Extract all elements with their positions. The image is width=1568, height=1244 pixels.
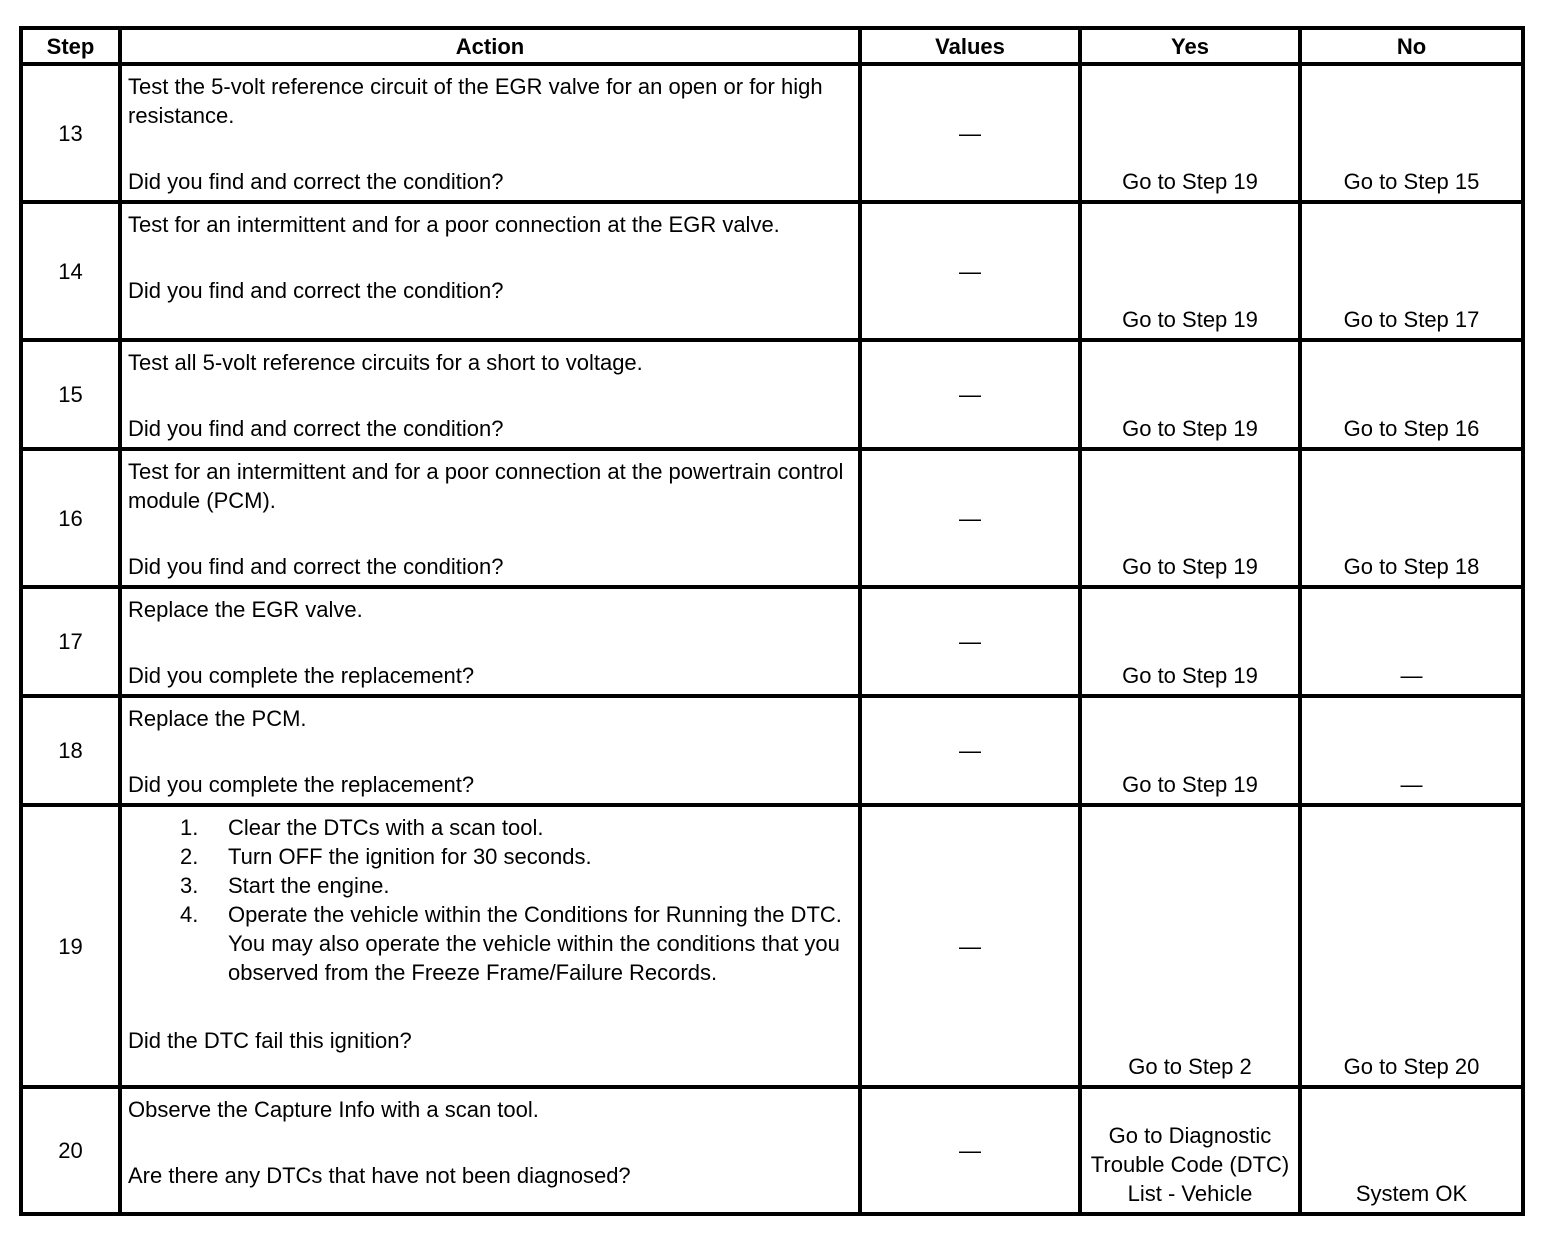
- list-item: [128, 842, 852, 871]
- yes-cell: Go to Step 19: [1080, 449, 1300, 587]
- action-cell: [120, 449, 860, 587]
- action-cell: [120, 696, 860, 805]
- yes-cell: Go to Step 19: [1080, 696, 1300, 805]
- list-item: [128, 871, 852, 900]
- yes-cell: Go to Step 19: [1080, 587, 1300, 696]
- list-number: 4.: [180, 902, 199, 927]
- table-row: [21, 64, 1523, 202]
- yes-cell: Go to Step 2: [1080, 805, 1300, 1087]
- action-text: Test for an intermittent and for a poor connection at the powertrain control module (PCM).: [128, 459, 844, 513]
- yes-cell: Go to Step 19: [1080, 340, 1300, 449]
- values-cell: —: [860, 587, 1080, 696]
- table-row: [21, 202, 1523, 340]
- list-text: Start the engine.: [228, 873, 390, 898]
- step-number: 18: [21, 696, 120, 805]
- action-cell: [120, 1087, 860, 1214]
- values-cell: —: [860, 64, 1080, 202]
- header-values: Values: [860, 28, 1080, 64]
- values-cell: —: [860, 696, 1080, 805]
- action-cell: [120, 340, 860, 449]
- step-number: 14: [21, 202, 120, 340]
- action-cell: [120, 805, 860, 1087]
- header-no: No: [1300, 28, 1523, 64]
- values-cell: —: [860, 449, 1080, 587]
- no-cell: Go to Step 20: [1300, 805, 1523, 1087]
- action-question: Did you complete the replacement?: [128, 772, 475, 797]
- list-number: 1.: [180, 815, 199, 840]
- action-cell: [120, 587, 860, 696]
- header-step: Step: [21, 28, 120, 64]
- step-number: 20: [21, 1087, 120, 1214]
- action-cell: [120, 202, 860, 340]
- action-text: Test all 5-volt reference circuits for a short to voltage.: [128, 350, 643, 375]
- action-question: Are there any DTCs that have not been diagnosed?: [128, 1163, 631, 1188]
- list-item: [128, 813, 852, 842]
- no-cell: Go to Step 17: [1300, 202, 1523, 340]
- numbered-list: [128, 813, 852, 987]
- header-row: [21, 28, 1523, 64]
- list-text: Operate the vehicle within the Conditions for Running the DTC. You may also operate the vehicle within the conditions that you observed from the Freeze Frame/Failure Records.: [228, 902, 842, 985]
- header-yes: Yes: [1080, 28, 1300, 64]
- step-number: 19: [21, 805, 120, 1087]
- action-question: Did you find and correct the condition?: [128, 169, 504, 194]
- list-item: [128, 900, 852, 987]
- values-cell: —: [860, 340, 1080, 449]
- table-row: [21, 340, 1523, 449]
- action-text: Replace the PCM.: [128, 706, 307, 731]
- list-number: 2.: [180, 844, 199, 869]
- action-cell: [120, 64, 860, 202]
- step-number: 17: [21, 587, 120, 696]
- table-row: [21, 696, 1523, 805]
- action-question: Did you find and correct the condition?: [128, 416, 504, 441]
- values-cell: —: [860, 1087, 1080, 1214]
- values-cell: —: [860, 805, 1080, 1087]
- table-row: [21, 1087, 1523, 1214]
- action-question: Did the DTC fail this ignition?: [128, 1028, 412, 1053]
- action-text: Observe the Capture Info with a scan tool.: [128, 1097, 539, 1122]
- table-row: [21, 587, 1523, 696]
- table-row: [21, 805, 1523, 1087]
- table-row: [21, 449, 1523, 587]
- no-cell: Go to Step 16: [1300, 340, 1523, 449]
- action-question: Did you complete the replacement?: [128, 663, 475, 688]
- yes-cell: Go to Step 19: [1080, 202, 1300, 340]
- no-cell: —: [1300, 587, 1523, 696]
- diagnostic-table: [19, 26, 1525, 1216]
- step-number: 16: [21, 449, 120, 587]
- step-number: 13: [21, 64, 120, 202]
- no-cell: Go to Step 15: [1300, 64, 1523, 202]
- list-number: 3.: [180, 873, 199, 898]
- yes-cell: Go to Step 19: [1080, 64, 1300, 202]
- action-text: Replace the EGR valve.: [128, 597, 363, 622]
- no-cell: System OK: [1300, 1087, 1523, 1214]
- header-action: Action: [120, 28, 860, 64]
- list-text: Turn OFF the ignition for 30 seconds.: [228, 844, 592, 869]
- yes-cell: Go to Diagnostic Trouble Code (DTC) List - Vehicle: [1080, 1087, 1300, 1214]
- no-cell: Go to Step 18: [1300, 449, 1523, 587]
- action-text: Test the 5-volt reference circuit of the EGR valve for an open or for high resistance.: [128, 74, 823, 128]
- list-text: Clear the DTCs with a scan tool.: [228, 815, 544, 840]
- action-question: Did you find and correct the condition?: [128, 278, 504, 303]
- values-cell: —: [860, 202, 1080, 340]
- action-text: Test for an intermittent and for a poor connection at the EGR valve.: [128, 212, 780, 237]
- action-question: Did you find and correct the condition?: [128, 554, 504, 579]
- step-number: 15: [21, 340, 120, 449]
- no-cell: —: [1300, 696, 1523, 805]
